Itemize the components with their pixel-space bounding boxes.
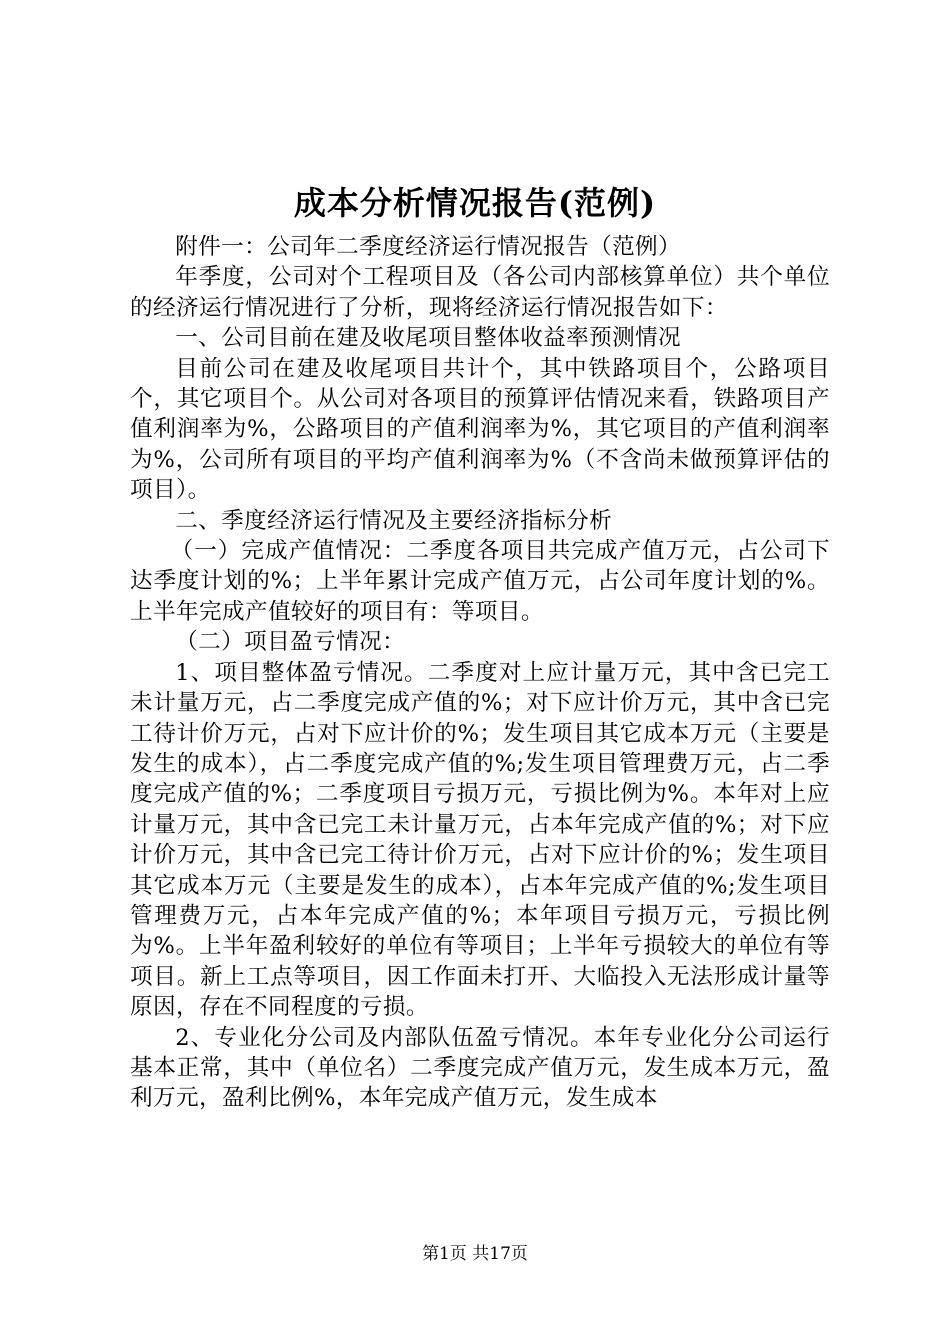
paragraph-projects-overview: 目前公司在建及收尾项目共计个，其中铁路项目个，公路项目个，其它项目个。从公司对各项目的预算评估情况来看，铁路项目产值利润率为%，公路项目的产值利润率为%，其它项目的产值利润率为%，公司所有项目的平均产值利润率为%（不含尚未做预算评估的项目）。 bbox=[130, 355, 830, 504]
paragraph-output-value: （一）完成产值情况：二季度各项目共完成产值万元，占公司下达季度计划的%；上半年累计完成产值万元，占公司年度计划的%。上半年完成产值较好的项目有：等项目。 bbox=[130, 538, 830, 625]
page-number-footer: 第1页 共17页 bbox=[422, 1244, 528, 1264]
paragraph-subcompany-profit: 2、专业化分公司及内部队伍盈亏情况。本年专业化分公司运行基本正常，其中（单位名）二季度完成产值万元，发生成本万元，盈利万元，盈利比例%，本年完成产值万元，发生成本 bbox=[130, 1024, 830, 1112]
heading-section-2: 二、季度经济运行情况及主要经济指标分析 bbox=[175, 507, 613, 534]
document-body bbox=[130, 232, 830, 1114]
paragraph-attachment: 附件一：公司年二季度经济运行情况报告（范例） bbox=[175, 234, 682, 260]
heading-section-1: 一、公司目前在建及收尾项目整体收益率预测情况 bbox=[175, 325, 682, 352]
heading-subsection-profit: （二）项目盈亏情况： bbox=[175, 629, 406, 656]
document-title: 成本分析情况报告(范例) bbox=[293, 184, 657, 222]
paragraph-project-profit: 1、项目整体盈亏情况。二季度对上应计量万元，其中含已完工未计量万元，占二季度完成产值的%；对下应计价万元，其中含已完工待计价万元，占对下应计价的%；发生项目其它成本万元（主要是发生的成本），占二季度完成产值的%;发生项目管理费万元，占二季度完成产值的%；二季度项目亏损万元，亏损比例为%。本年对上应计量万元，其中含已完工未计量万元，占本年完成产值的%；对下应计价万元，其中含已完工待计价万元，占对下应计价的%；发生项目其它成本万元（主要是发生的成本），占本年完成产值的%;发生项目管理费万元，占本年完成产值的%；本年项目亏损万元，亏损比例为%。上半年盈利较好的单位有等项目；上半年亏损较大的单位有等项目。新上工点等项目，因工作面未打开、大临投入无法形成计量等原因，存在不同程度的亏损。 bbox=[130, 659, 830, 1021]
paragraph-intro: 年季度，公司对个工程项目及（各公司内部核算单位）共个单位的经济运行情况进行了分析，现将经济运行情况报告如下： bbox=[130, 264, 830, 321]
